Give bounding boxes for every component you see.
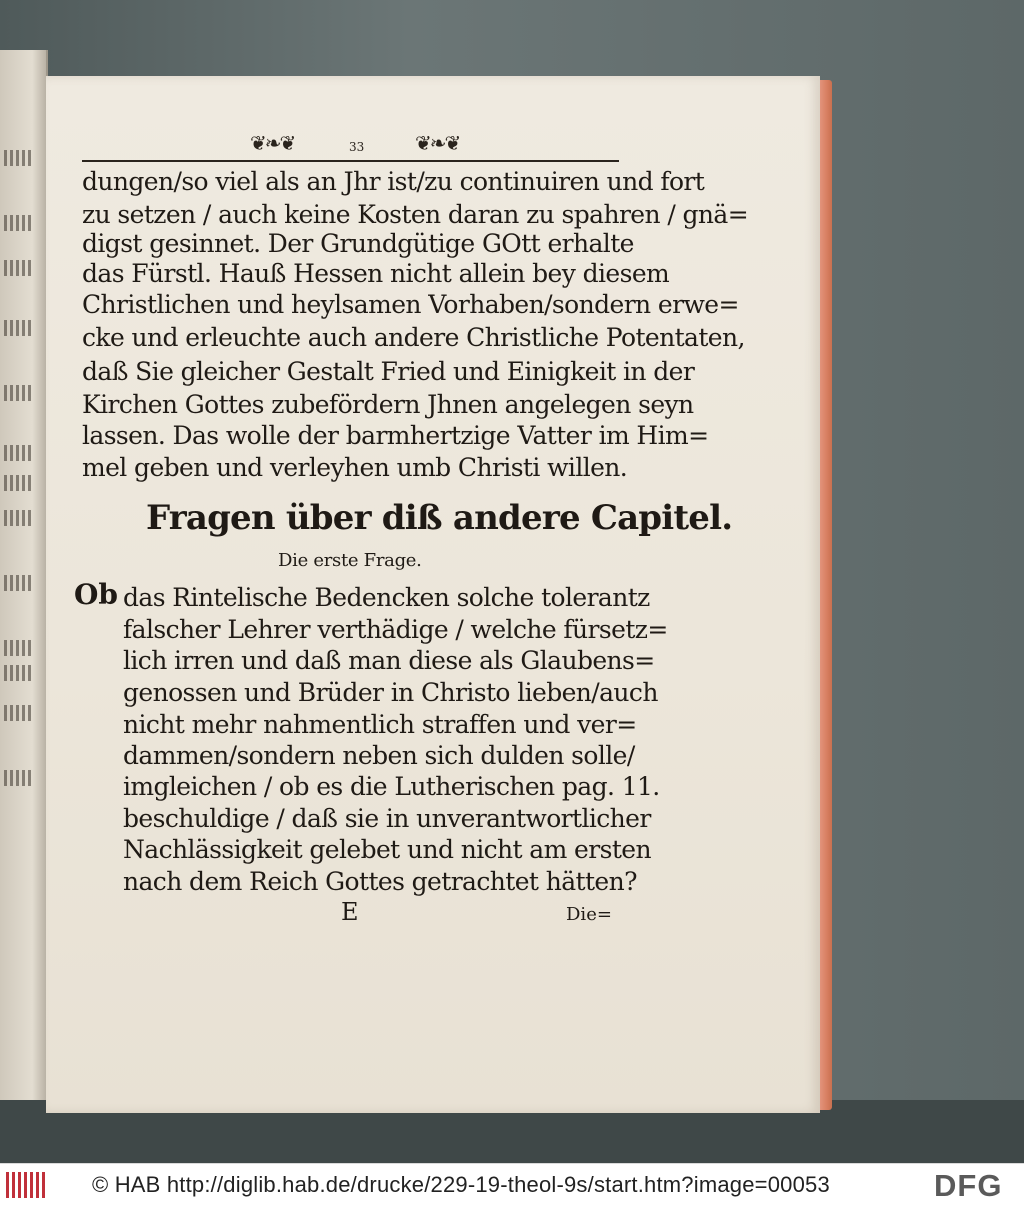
question-line: imgleichen / ob es die Lutherischen pag. 11. [123,772,660,801]
header-rule [82,160,619,162]
body-line: digst gesinnet. Der Grundgütige GOtt erhalte [82,229,634,258]
body-line: mel geben und verleyhen umb Christi willen. [82,453,628,482]
viewer-footer [0,1163,1024,1206]
question-subheading: Die erste Frage. [278,550,422,571]
body-line: lassen. Das wolle der barmhertzige Vatter im Him= [82,421,709,450]
body-line: daß Sie gleicher Gestalt Fried und Einigkeit in der [82,357,695,386]
question-line: nicht mehr nahmentlich straffen und ver= [123,710,637,739]
question-line: das Rintelische Bedencken solche tolerantz [123,583,650,612]
facing-page-edge [0,50,48,1100]
question-line: Nachlässigkeit gelebet und nicht am ersten [123,835,651,864]
question-line: genossen und Brüder in Christo lieben/auch [123,678,658,707]
hab-barcode-logo-icon [6,1172,48,1198]
page-edge-red [818,80,832,1110]
question-line: beschuldige / daß sie in unverantwortlicher [123,804,651,833]
source-url[interactable]: © HAB http://diglib.hab.de/drucke/229-19-theol-9s/start.htm?image=00053 [92,1172,830,1197]
body-line: Christlichen und heylsamen Vorhaben/sondern erwe= [82,290,739,319]
question-line: falscher Lehrer verthädige / welche fürsetz= [123,615,668,644]
question-line: dammen/sondern neben sich dulden solle/ [123,741,635,770]
dfg-logo: DFG [934,1168,1003,1203]
body-line: Kirchen Gottes zubefördern Jhnen angelegen seyn [82,390,694,419]
body-line: zu setzen / auch keine Kosten daran zu spahren / gnä= [82,200,749,229]
body-line: dungen/so viel als an Jhr ist/zu continuiren und fort [82,167,705,196]
signature-mark: E [341,898,359,926]
header-ornament-left-icon: ❦❧❦ [250,131,295,155]
body-line: das Fürstl. Hauß Hessen nicht allein bey diesem [82,259,670,288]
question-line: nach dem Reich Gottes getrachtet hätten? [123,867,637,896]
question-initial: Ob [74,578,118,611]
catchword: Die= [566,904,612,925]
question-line: lich irren und daß man diese als Glaubens= [123,646,655,675]
page-number: 33 [349,140,365,154]
header-ornament-right-icon: ❦❧❦ [415,131,460,155]
body-line: cke und erleuchte auch andere Christliche Potentaten, [82,323,745,352]
chapter-heading: Fragen über diß andere Capitel. [146,498,733,538]
